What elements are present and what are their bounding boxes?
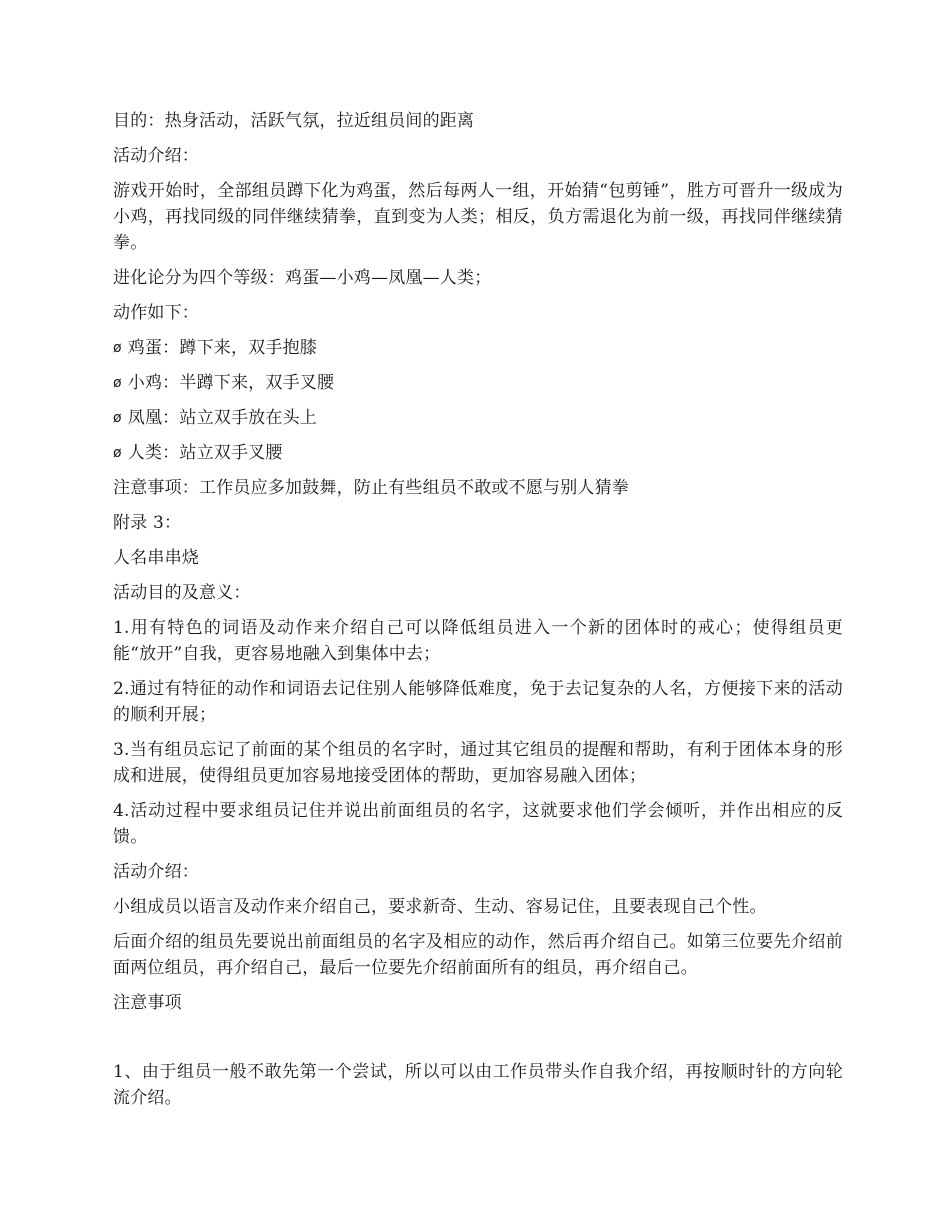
purpose-item-2: 2.通过有特征的动作和词语去记住别人能够降低难度，免于去记复杂的人名，方便接下来的活动的顺利开展； [113,679,843,725]
notes-heading: 注意事项 [113,993,182,1013]
bullet-icon: ø [113,410,122,426]
bullet-item-chick [113,370,843,396]
intro-rule-paragraph: 小组成员以语言及动作来介绍自己，要求新奇、生动、容易记住，且要表现自己个性。 [113,897,767,917]
document-body [113,108,843,1120]
note-item-1: 1、由于组员一般不敢先第一个尝试，所以可以由工作员带头作自我介绍，再按顺时针的方向轮流介绍。 [113,1062,843,1108]
game-description-paragraph: 游戏开始时，全部组员蹲下化为鸡蛋，然后每两人一组，开始猜“包剪锤”，胜方可晋升一级成为小鸡，再找同级的同伴继续猜拳，直到变为人类；相反，负方需退化为前一级，再找同伴继续猜拳。 [113,181,843,253]
activity-title: 人名串串烧 [113,548,199,568]
purpose-meaning-heading: 活动目的及意义： [113,583,251,603]
bullet-icon: ø [113,445,122,461]
bullet-icon: ø [113,375,122,391]
bullet-icon: ø [113,340,122,356]
evolution-levels-paragraph: 进化论分为四个等级：鸡蛋—小鸡—凤凰—人类； [113,268,492,288]
intro-order-paragraph: 后面介绍的组员先要说出前面组员的名字及相应的动作，然后再介绍自己。如第三位要先介绍前面两位组员，再介绍自己，最后一位要先介绍前面所有的组员，再介绍自己。 [113,932,843,978]
bullet-text: 小鸡：半蹲下来，双手叉腰 [127,373,335,393]
notes-paragraph: 注意事项：工作员应多加鼓舞，防止有些组员不敢或不愿与别人猜拳 [113,478,629,498]
activity-intro-heading: 活动介绍： [113,146,199,166]
activity-intro-heading-2: 活动介绍： [113,862,199,882]
actions-heading: 动作如下： [113,303,199,323]
purpose-item-1: 1.用有特色的词语及动作来介绍自己可以降低组员进入一个新的团体时的戒心；使得组员更能“放开”自我，更容易地融入到集体中去； [113,618,843,664]
bullet-item-human [113,440,843,466]
bullet-text: 鸡蛋：蹲下来，双手抱膝 [127,338,317,358]
appendix-heading: 附录 3： [113,513,182,533]
purpose-item-3: 3.当有组员忘记了前面的某个组员的名字时，通过其它组员的提醒和帮助，有利于团体本身的形成和进展，使得组员更加容易地接受团体的帮助，更加容易融入团体； [113,740,843,786]
purpose-item-4: 4.活动过程中要求组员记住并说出前面组员的名字，这就要求他们学会倾听，并作出相应的反馈。 [113,801,843,847]
bullet-text: 凤凰：站立双手放在头上 [127,408,317,428]
bullet-text: 人类：站立双手叉腰 [127,443,283,463]
bullet-item-phoenix [113,405,843,431]
purpose-paragraph: 目的：热身活动，活跃气氛，拉近组员间的距离 [113,111,475,131]
bullet-item-egg [113,335,843,361]
